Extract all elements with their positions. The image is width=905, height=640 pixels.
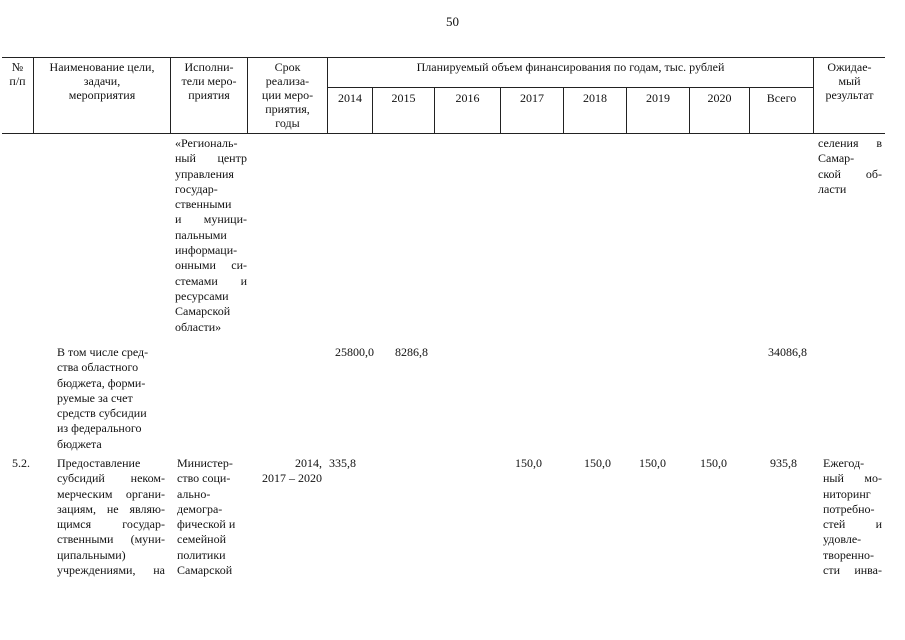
header-total: Всего [766, 91, 797, 105]
header-col-num: № п/п [9, 60, 26, 88]
header-year-2016: 2016 [455, 91, 480, 105]
sub-row-2015: 8286,8 [395, 345, 428, 359]
row-5-2-2018: 150,0 [584, 456, 611, 470]
row-5-2-name: Предоставление субсидий неком- мерческим органи- зациям, не являю- щимся государ- ственными (муни- ципальными) учреждениями, на [57, 456, 165, 578]
row-5-2-term: 2014, 2017 – 2020 [262, 456, 322, 486]
header-year-2014: 2014 [338, 91, 362, 105]
header-col-term: Срок реализа- ции меро- приятия, годы [261, 60, 314, 130]
row-5-2-2019: 150,0 [639, 456, 666, 470]
header-col-plan: Планируемый объем финансирования по годам, тыс. рублей [416, 60, 725, 74]
header-col-executor: Исполни- тели меро- приятия [181, 60, 237, 102]
row-5-2-2017: 150,0 [515, 456, 542, 470]
header-year-2020: 2020 [707, 91, 732, 105]
header-col-name: Наименование цели, задачи, мероприятия [49, 60, 155, 102]
header-year-2018: 2018 [583, 91, 607, 105]
sub-row-2014: 25800,0 [335, 345, 374, 359]
header-year-2019: 2019 [646, 91, 670, 105]
sub-row-total: 34086,8 [768, 345, 807, 359]
sub-row-name: В том числе сред- ства областного бюджета, форми- руемые за счет средств субсидии из федерального бюджета [57, 345, 149, 451]
row-5-2-result: Ежегод- ный мо- ниторинг потребно- стей и удовле- творенно- сти инва- [823, 456, 882, 578]
row-5-2-total: 935,8 [770, 456, 797, 470]
cont-result: селения в Самар- ской об- ласти [818, 136, 882, 196]
row-5-2-2020: 150,0 [700, 456, 727, 470]
header-year-2015: 2015 [391, 91, 416, 105]
header-year-2017: 2017 [520, 91, 544, 105]
page-number: 50 [446, 14, 459, 29]
row-5-2-2014: 335,8 [329, 456, 356, 470]
row-5-2-executor: Министер- ство соци- ально- демогра- фической и семейной политики Самарской [177, 456, 236, 578]
header-col-result: Ожидае- мый результат [825, 60, 874, 102]
row-5-2-number: 5.2. [12, 456, 30, 470]
cont-executor: «Региональ- ный центр управления государ- ственными и муници- пальными информаци- онными си- стемами и ресурсами Самарской области» [175, 136, 247, 334]
